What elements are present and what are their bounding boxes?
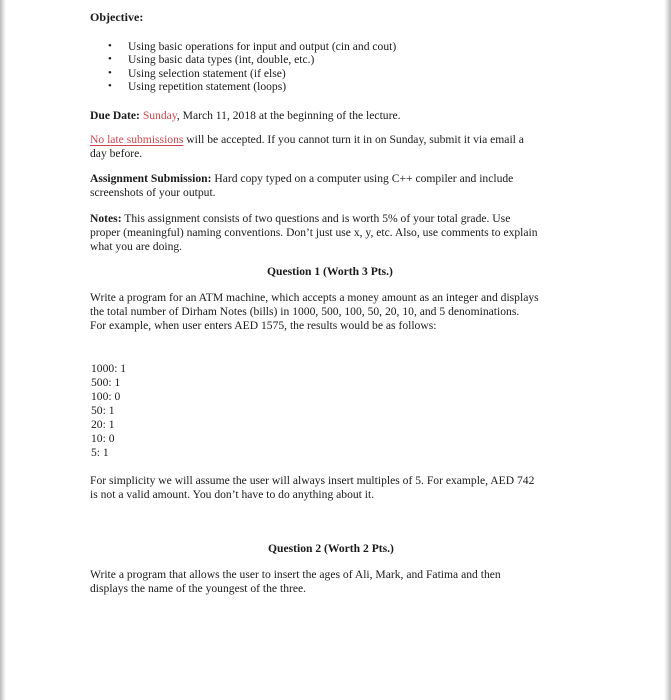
due-date-rest: , March 11, 2018 at the beginning of the lecture. (176, 109, 401, 122)
submission-line-1 (90, 172, 513, 186)
page-edge-shadow-right (664, 0, 671, 700)
question-1-note-line: For simplicity we will assume the user will always insert multiples of 5. For example, AED 742 (90, 474, 535, 487)
submission-label: Assignment Submission: (90, 172, 212, 185)
late-policy-line-2: day before. (90, 147, 143, 160)
output-line: 1000: 1 (91, 362, 127, 375)
output-line: 10: 0 (91, 432, 115, 445)
output-line: 100: 0 (91, 390, 121, 403)
late-policy-rest: will be accepted. If you cannot turn it in on Sunday, submit it via email a (183, 133, 524, 146)
page-edge-shadow-left (0, 0, 6, 700)
submission-line-2: screenshots of your output. (90, 186, 216, 199)
output-line: 5: 1 (91, 446, 109, 459)
question-1-line: the total number of Dirham Notes (bills) in 1000, 500, 100, 50, 20, 10, and 5 denominations. (90, 305, 520, 318)
objective-item-text: Using basic operations for input and output (cin and cout) (128, 40, 397, 53)
objective-item-text: Using basic data types (int, double, etc.) (128, 53, 315, 67)
question-1-note-line: is not a valid amount. You don’t have to do anything about it. (90, 488, 375, 501)
bullet-icon: • (108, 40, 112, 52)
due-date-label: Due Date: (90, 109, 140, 122)
question-1-title: Question 1 (Worth 3 Pts.) (267, 265, 393, 278)
output-line: 20: 1 (91, 418, 115, 431)
question-1-line: For example, when user enters AED 1575, the results would be as follows: (90, 319, 437, 332)
due-date-line (90, 109, 401, 123)
objective-item (108, 53, 396, 66)
question-1-line: Write a program for an ATM machine, which accepts a money amount as an integer and displays (90, 291, 539, 304)
bullet-icon: • (108, 53, 112, 66)
late-policy-line-1 (90, 133, 524, 147)
bullet-icon: • (108, 66, 112, 79)
objective-item (108, 80, 396, 93)
objective-item-text: Using repetition statement (loops) (128, 80, 287, 94)
output-line: 50: 1 (91, 404, 115, 417)
objective-list (108, 40, 396, 94)
question-2-line: Write a program that allows the user to insert the ages of Ali, Mark, and Fatima and then (90, 568, 501, 581)
objective-item-text: Using selection statement (if else) (128, 66, 286, 80)
submission-rest: Hard copy typed on a computer using C++ compiler and include (211, 172, 514, 185)
bullet-icon: • (108, 80, 112, 93)
objective-item (108, 67, 396, 80)
due-date-day: Sunday (142, 109, 177, 122)
notes-line-1 (90, 212, 510, 226)
notes-line-3: what you are doing. (90, 240, 183, 253)
question-2-title: Question 2 (Worth 2 Pts.) (268, 542, 394, 555)
notes-rest: This assignment consists of two questions and is worth 5% of your total grade. Use (121, 212, 511, 225)
objective-item (108, 40, 396, 53)
objective-heading: Objective: (90, 10, 144, 24)
output-line: 500: 1 (91, 376, 121, 389)
notes-label: Notes: (90, 212, 122, 225)
late-submissions-link[interactable]: No late submissions (90, 133, 184, 146)
question-2-line: displays the name of the youngest of the three. (90, 582, 307, 595)
notes-line-2: proper (meaningful) naming conventions. Don’t just use x, y, etc. Also, use comments to explain (90, 226, 538, 239)
